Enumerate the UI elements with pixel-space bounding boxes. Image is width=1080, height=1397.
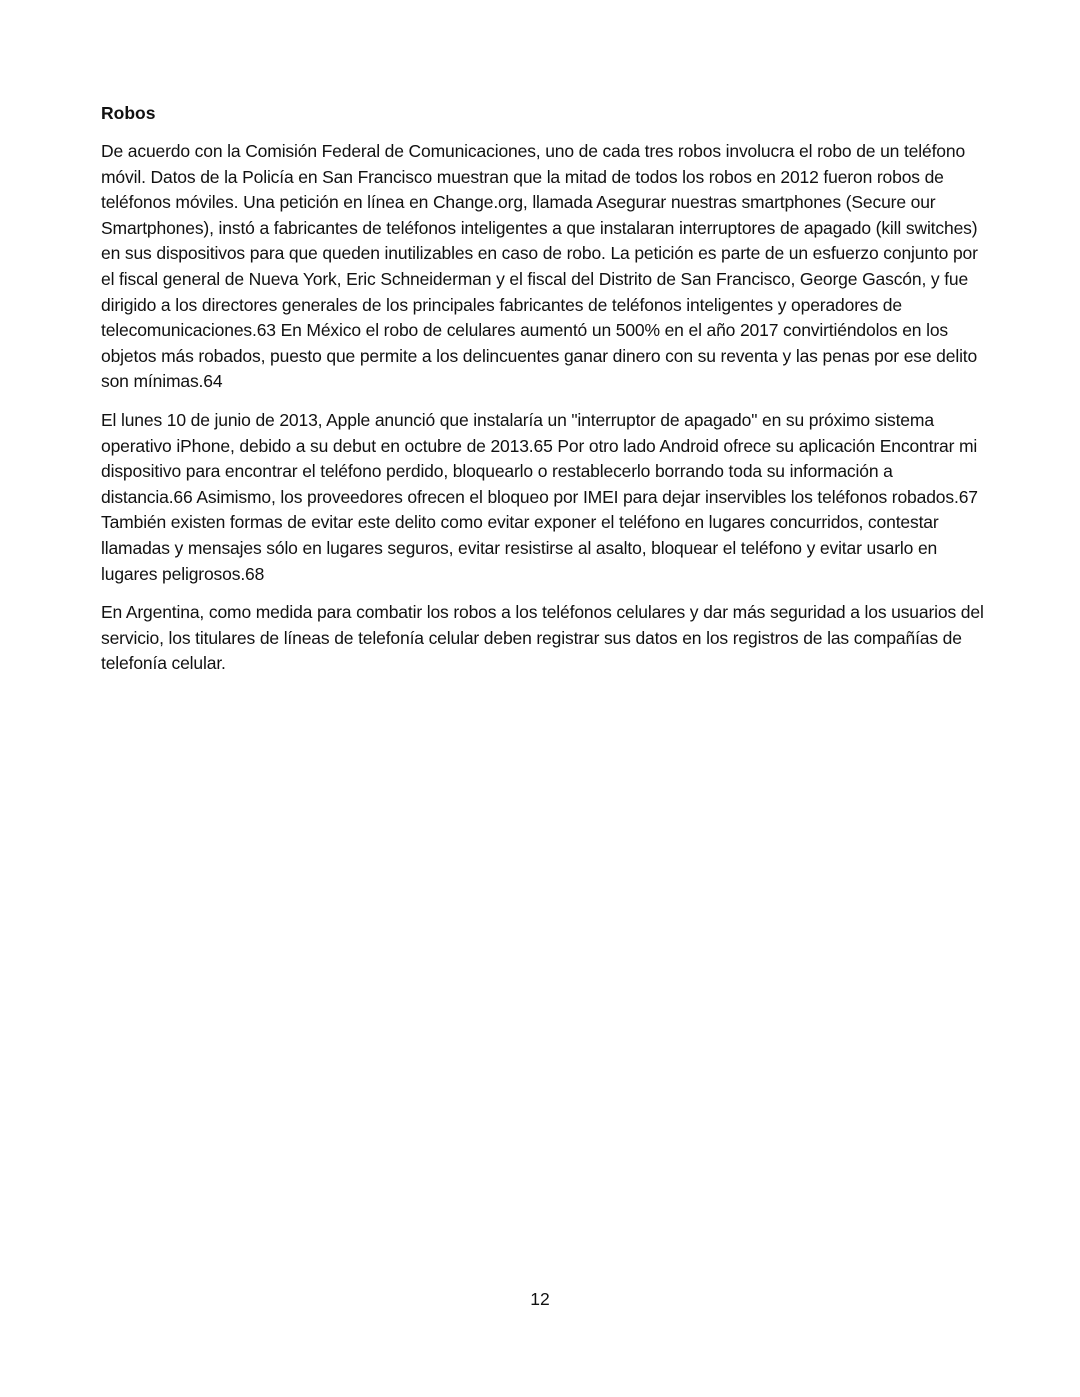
paragraph-2: El lunes 10 de junio de 2013, Apple anunció que instalaría un "interruptor de apagado" en su próximo sistema operativo iPhone, debido a su debut en octubre de 2013.65 Por otro lado Android ofrece su aplicación Encontrar mi dispositivo para encontrar el teléfono perdido, bloquearlo o restablecerlo borrando toda su información a distancia.66 Asimismo, los proveedores ofrecen el bloqueo por IMEI para dejar inservibles los teléfonos robados.67 También existen formas de evitar este delito como evitar exponer el teléfono en lugares concurridos, contestar llamadas y mensajes sólo en lugares seguros, evitar resistirse al asalto, bloquear el teléfono y evitar usarlo en lugares peligrosos.68	[101, 409, 978, 584]
paragraph-1: De acuerdo con la Comisión Federal de Comunicaciones, uno de cada tres robos involucra el robo de un teléfono móvil. Datos de la Policía en San Francisco muestran que la mitad de todos los robos en 2012 fueron robos de teléfonos móviles. Una petición en línea en Change.org, llamada Asegurar nuestras smartphones (Secure our Smartphones), instó a fabricantes de teléfonos inteligentes a que instalaran interruptores de apagado (kill switches) en sus dispositivos para que queden inutilizables en caso de robo. La petición es parte de un esfuerzo conjunto por el fiscal general de Nueva York, Eric Schneiderman y el fiscal del Distrito de San Francisco, George Gascón, y fue dirigido a los directores generales de los principales fabricantes de teléfonos inteligentes y operadores de telecomunicaciones.63 En México el robo de celulares aumentó un 500% en el año 2017 convirtiéndolos en los objetos más robados, puesto que permite a los delincuentes ganar dinero con su reventa y las penas por ese delito son mínimas.64	[101, 141, 978, 392]
section-heading: Robos	[101, 103, 156, 123]
page-number: 12	[530, 1289, 550, 1309]
paragraph-3: En Argentina, como medida para combatir los robos a los teléfonos celulares y dar más seguridad a los usuarios del servicio, los titulares de líneas de telefonía celular deben registrar sus datos en los registros de las compañías de telefonía celular.	[101, 602, 984, 674]
page-content	[101, 100, 986, 690]
